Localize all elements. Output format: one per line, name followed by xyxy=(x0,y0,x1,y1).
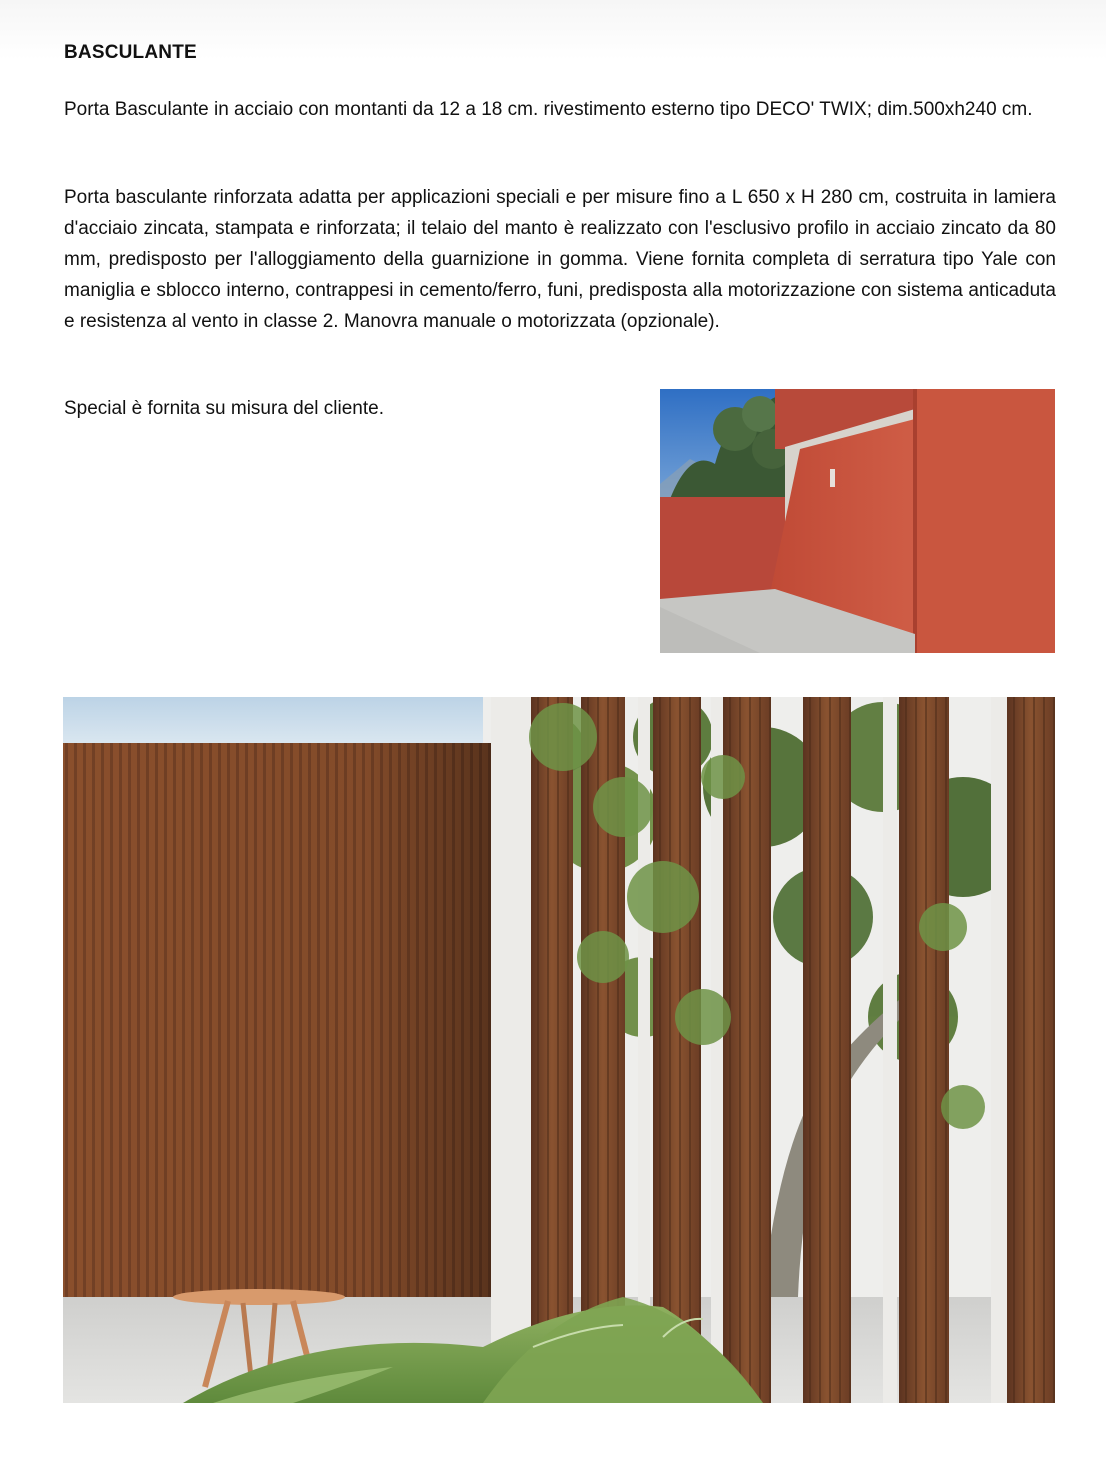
wood-slat-wall-photo xyxy=(63,697,1055,1403)
red-garage-door-photo xyxy=(660,389,1055,653)
red-tilting-garage-door-photo-icon xyxy=(660,389,1055,653)
page-title: BASCULANTE xyxy=(64,42,197,63)
paragraph-door-spec: Porta Basculante in acciaio con montanti da 12 a 18 cm. rivestimento esterno tipo DECO' TWIX; dim.500xh240 cm. xyxy=(64,99,1033,120)
wood-slat-wall-photo-icon xyxy=(63,697,1055,1403)
paragraph-custom-size: Special è fornita su misura del cliente. xyxy=(64,398,384,419)
paragraph-reinforced-door: Porta basculante rinforzata adatta per applicazioni speciali e per misure fino a L 650 x H 280 cm, costruita in lamiera d'acciaio zincata, stampata e rinforzata; il telaio del manto è realizzato con l'esclusivo profilo in acciaio zincato da 80 mm, predisposto per l'alloggiamento della guarnizione in gomma. Viene fornita completa di serratura tipo Yale con maniglia e sblocco interno, contrappesi in cemento/ferro, funi, predisposta alla motorizzazione con sistema anticaduta e resistenza al vento in classe 2. Manovra manuale o motorizzata (opzionale). xyxy=(64,187,1056,332)
